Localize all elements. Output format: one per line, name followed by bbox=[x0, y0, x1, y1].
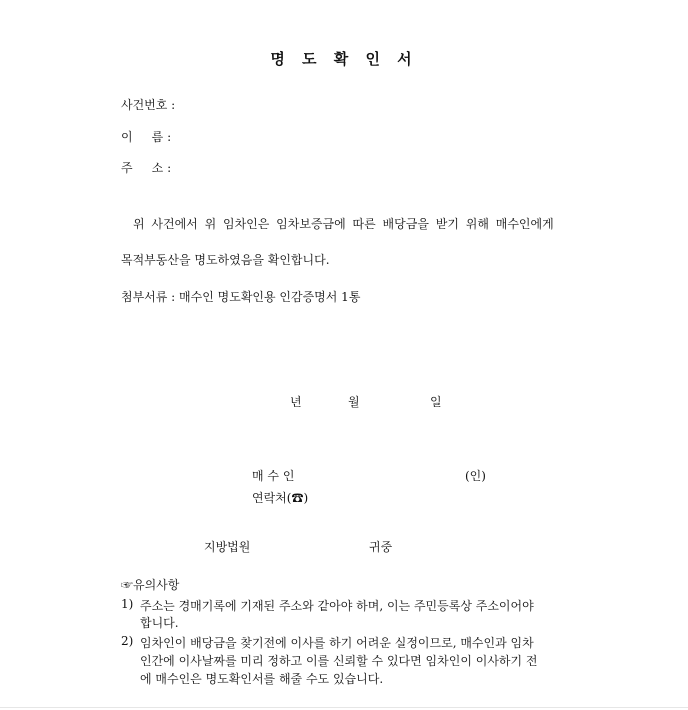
buyer-label: 매 수 인 bbox=[252, 469, 295, 483]
case-number-label: 사건번호 : bbox=[121, 98, 176, 112]
attachment-line: 첨부서류 : 매수인 명도확인용 인감증명서 1통 bbox=[121, 290, 361, 304]
document-title: 명 도 확 인 서 bbox=[270, 50, 418, 68]
name-label: 이 름 : bbox=[121, 130, 172, 144]
buyer-seal: (인) bbox=[465, 469, 486, 483]
note-1-line-1: 주소는 경매기록에 기재된 주소와 같아야 하며, 이는 주민등록상 주소이어야 bbox=[140, 599, 534, 613]
note-2-line-3: 에 매수인은 명도확인서를 해줄 수도 있습니다. bbox=[140, 672, 384, 686]
note-1-number: 1) bbox=[121, 597, 134, 611]
statement-line-2: 목적부동산을 명도하였음을 확인합니다. bbox=[121, 253, 330, 267]
buyer-contact: 연락처(☎) bbox=[252, 491, 309, 505]
note-1-line-2: 합니다. bbox=[140, 616, 179, 630]
note-2-line-2: 인간에 이사날짜를 미리 정하고 이를 신뢰할 수 있다면 임차인이 이사하기 전 bbox=[140, 654, 538, 668]
note-2-line-1: 임차인이 배당금을 찾기전에 이사를 하기 어려운 실정이므로, 매수인과 임차 bbox=[140, 636, 534, 650]
statement-line-1: 위 사건에서 위 임차인은 임차보증금에 따른 배당금을 받기 위해 매수인에게 bbox=[133, 217, 554, 231]
court-name: 지방법원 bbox=[204, 540, 251, 554]
date-day: 일 bbox=[430, 395, 442, 409]
page-bottom-divider bbox=[0, 707, 688, 708]
address-label: 주 소 : bbox=[121, 161, 172, 175]
note-2-number: 2) bbox=[121, 634, 134, 648]
date-year: 년 bbox=[290, 395, 302, 409]
date-month: 월 bbox=[348, 395, 360, 409]
court-suffix: 귀중 bbox=[369, 540, 393, 554]
notes-heading: ☞유의사항 bbox=[121, 578, 180, 592]
